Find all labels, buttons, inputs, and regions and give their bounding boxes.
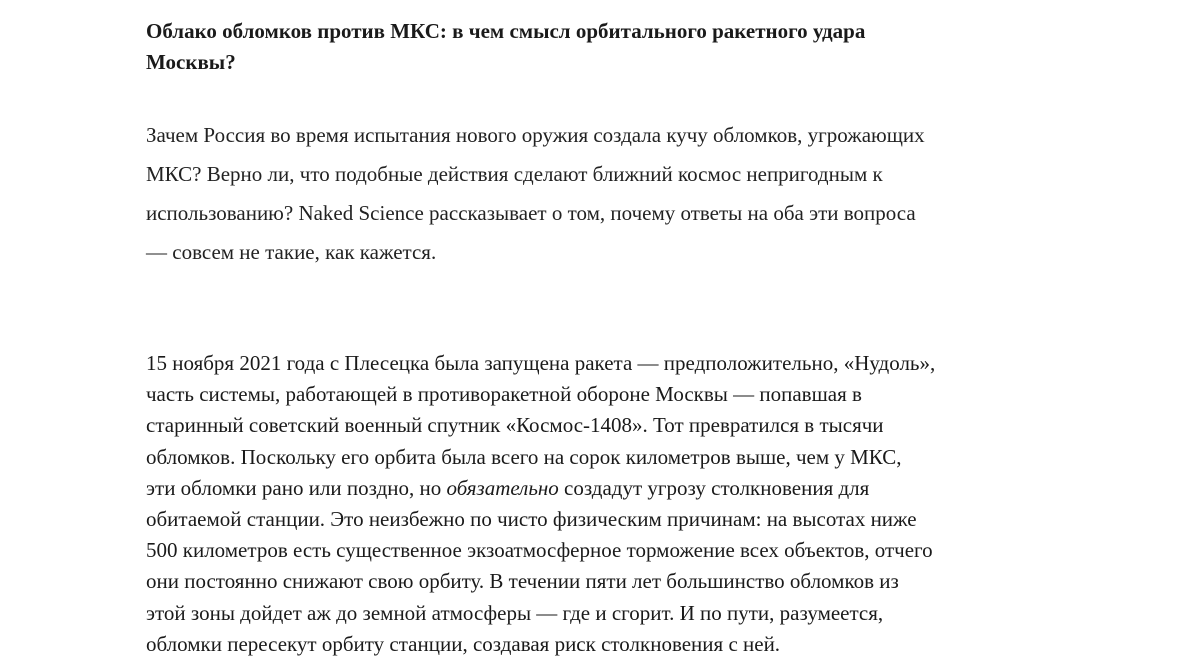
lead-line: использованию? Naked Science рассказывает о том, почему ответы на оба эти вопроса xyxy=(146,201,916,225)
article-title xyxy=(146,16,1026,78)
article-title-line: Облако обломков против МКС: в чем смысл орбитального ракетного удара xyxy=(146,19,866,43)
emphasis-text: обязательно xyxy=(446,475,559,500)
lead-line: Зачем Россия во время испытания нового оружия создала кучу обломков, угрожающих xyxy=(146,123,925,147)
body-line: обломков. Поскольку его орбита была всего на сорок километров выше, чем у МКС, xyxy=(146,444,902,469)
body-line: обломки пересекут орбиту станции, создавая риск столкновения с ней. xyxy=(146,631,781,656)
body-text-segment: создадут угрозу столкновения для xyxy=(558,475,870,500)
article-title-line: Москвы? xyxy=(146,50,236,74)
body-line: 500 километров есть существенное экзоатмосферное торможение всех объектов, отчего xyxy=(146,538,933,563)
lead-line: — совсем не такие, как кажется. xyxy=(146,240,437,264)
article-lead xyxy=(146,116,1026,272)
body-line: часть системы, работающей в противоракетной обороне Москвы — попавшая в xyxy=(146,382,862,407)
body-line: они постоянно снижают свою орбиту. В течении пяти лет большинство обломков из xyxy=(146,569,899,594)
lead-line: МКС? Верно ли, что подобные действия сделают ближний космос непригодным к xyxy=(146,162,883,186)
body-line xyxy=(146,473,1046,504)
body-line: 15 ноября 2021 года с Плесецка была запущена ракета — предположительно, «Нудоль», xyxy=(146,351,936,375)
body-text-segment: эти обломки рано или поздно, но xyxy=(146,475,447,500)
body-line: обитаемой станции. Это неизбежно по чисто физическим причинам: на высотах ниже xyxy=(146,507,917,532)
article-body-paragraph xyxy=(146,348,1046,660)
body-line: старинный советский военный спутник «Космос-1408». Тот превратился в тысячи xyxy=(146,413,884,438)
body-line: этой зоны дойдет аж до земной атмосферы — где и сгорит. И по пути, разумеется, xyxy=(146,600,884,625)
